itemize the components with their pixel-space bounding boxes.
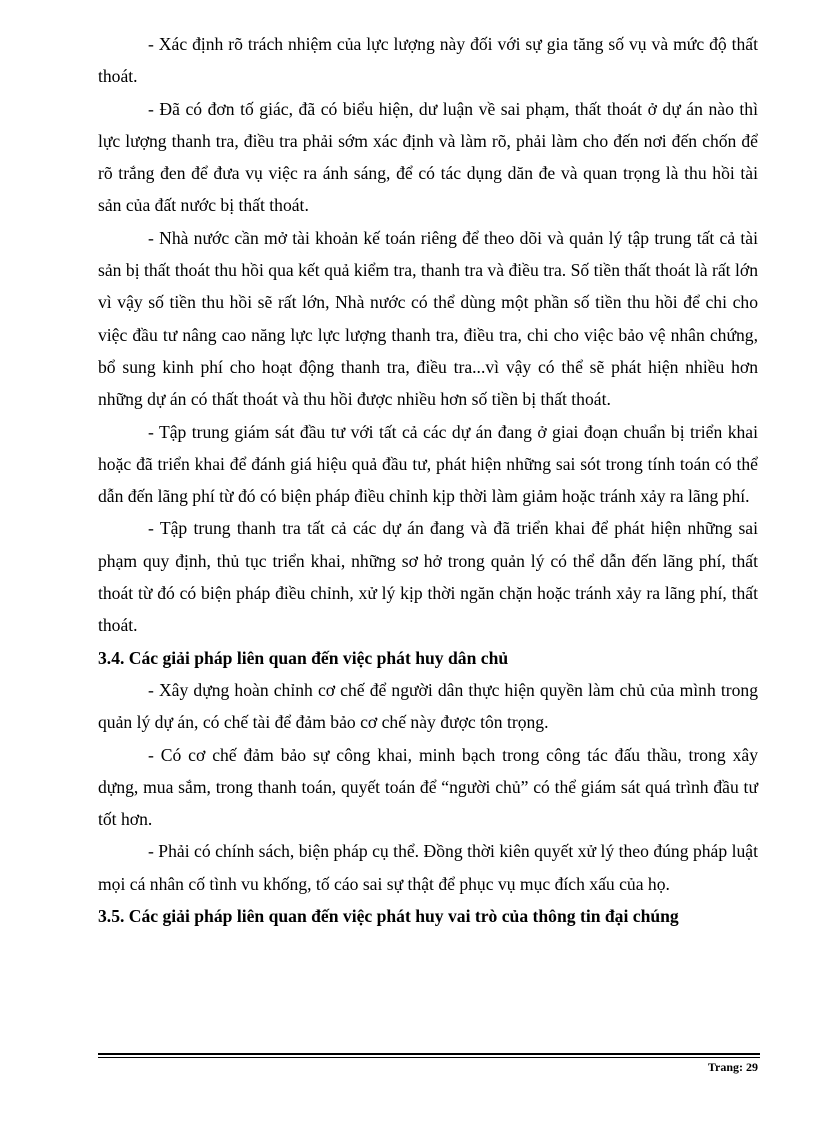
paragraph: - Tập trung giám sát đầu tư với tất cả các dự án đang ở giai đoạn chuẩn bị triển khai hoặc đã triển khai để đánh giá hiệu quả đầu tư, phát hiện những sai sót trong tính toán có thể dẫn đến lãng phí từ đó có biện pháp điều chỉnh kịp thời làm giảm hoặc tránh xảy ra lãng phí.: [98, 421, 758, 507]
section-heading-3-5: 3.5. Các giải pháp liên quan đến việc phát huy vai trò của thông tin đại chúng: [98, 906, 679, 927]
paragraph: - Phải có chính sách, biện pháp cụ thể. Đồng thời kiên quyết xử lý theo đúng pháp luật mọi cá nhân cố tình vu khống, tố cáo sai sự thật để phục vụ mục đích xấu của họ.: [98, 841, 758, 894]
paragraph: - Đã có đơn tố giác, đã có biểu hiện, dư luận về sai phạm, thất thoát ở dự án nào thì lực lượng thanh tra, điều tra phải sớm xác định và làm rõ, phải làm cho đến nơi đến chốn để rõ trắng đen để đưa vụ việc ra ánh sáng, để có tác dụng dăn đe và quan trọng là thu hồi tài sản của đất nước bị thất thoát.: [98, 98, 758, 216]
paragraph: - Nhà nước cần mở tài khoản kế toán riêng để theo dõi và quản lý tập trung tất cả tài sản bị thất thoát thu hồi qua kết quả kiểm tra, thanh tra và điều tra. Số tiền thất thoát là rất lớn vì vậy số tiền thu hồi sẽ rất lớn, Nhà nước có thể dùng một phần số tiền thu hồi để chi cho việc đầu tư nâng cao năng lực lực lượng thanh tra, điều tra, chi cho việc bảo vệ nhân chứng, bổ sung kinh phí cho hoạt động thanh tra, điều tra...vì vậy có thể sẽ phát hiện nhiều hơn những dự án có thất thoát và thu hồi được nhiều hơn số tiền bị thất thoát.: [98, 227, 758, 410]
paragraph: - Xây dựng hoàn chỉnh cơ chế để người dân thực hiện quyền làm chủ của mình trong quản lý dự án, có chế tài để đảm bảo cơ chế này được tôn trọng.: [98, 679, 758, 733]
document-page: [98, 28, 758, 932]
footer-divider: [98, 1053, 760, 1055]
section-heading-3-4: 3.4. Các giải pháp liên quan đến việc phát huy dân chủ: [98, 647, 509, 668]
paragraph: - Có cơ chế đảm bảo sự công khai, minh bạch trong công tác đấu thầu, trong xây dựng, mua sắm, trong thanh toán, quyết toán để “người chủ” có thể giám sát quá trình đầu tư tốt hơn.: [98, 744, 758, 830]
paragraph: - Xác định rõ trách nhiệm của lực lượng này đối với sự gia tăng số vụ và mức độ thất thoát.: [98, 34, 758, 87]
page-number: Trang: 29: [707, 1060, 758, 1074]
footer-divider-thin: [98, 1057, 760, 1058]
paragraph: - Tập trung thanh tra tất cả các dự án đang và đã triển khai để phát hiện những sai phạm quy định, thủ tục triển khai, những sơ hở trong quản lý có thể dẫn đến lãng phí, thất thoát từ đó có biện pháp điều chỉnh, xử lý kịp thời ngăn chặn hoặc tránh xảy ra lãng phí, thất thoát.: [98, 518, 758, 636]
